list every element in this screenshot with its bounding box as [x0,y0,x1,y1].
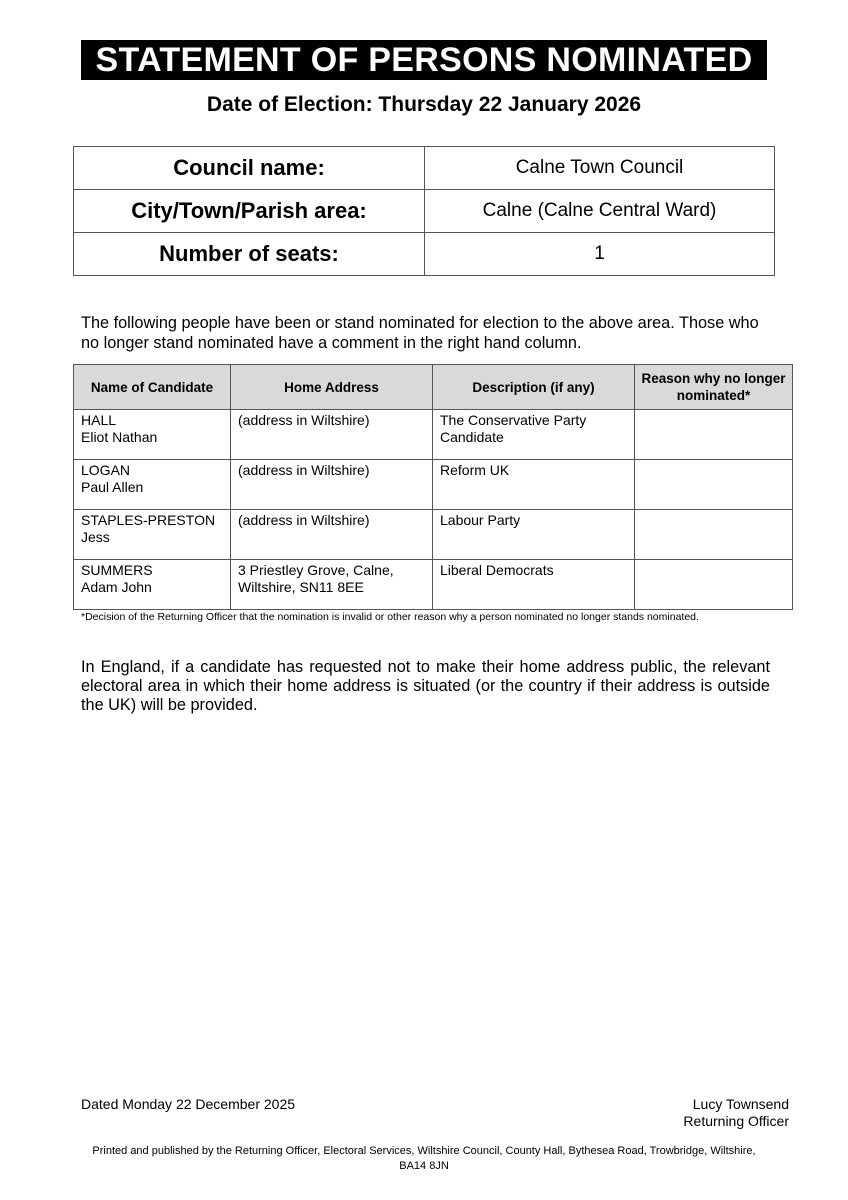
description-line: Candidate [440,429,504,445]
table-row [74,560,793,610]
candidate-surname: SUMMERS [81,562,153,578]
summary-label: Council name: [74,147,425,190]
candidate-forenames: Paul Allen [81,479,144,495]
candidate-surname: STAPLES-PRESTON [81,512,216,528]
address-note: In England, if a candidate has requested not to make their home address public, the relevant electoral area in which their home address is situated (or the country if their address is outside the UK) will be provided. [81,658,770,714]
summary-row-seats [74,233,775,276]
imprint-line: Printed and published by the Returning Officer, Electoral Services, Wiltshire Council, County Hall, Bythesea Road, Trowbridge, Wiltshire, [92,1145,756,1157]
table-row [74,510,793,560]
candidate-surname: LOGAN [81,462,131,478]
summary-value: Calne (Calne Central Ward) [425,190,775,233]
candidate-reason [635,510,793,560]
column-header-name: Name of Candidate [74,365,231,410]
description-line: Liberal Democrats [440,562,554,578]
imprint-line: BA14 8JN [399,1160,449,1172]
table-row [74,460,793,510]
address-line: (address in Wiltshire) [238,462,370,478]
candidate-name [74,560,231,610]
officer-name: Lucy Townsend [692,1096,789,1112]
summary-value: 1 [425,233,775,276]
imprint [60,1144,788,1174]
candidate-address [231,410,433,460]
dated-line: Dated Monday 22 December 2025 [81,1096,296,1112]
table-header-row [74,365,793,410]
address-line: Wiltshire, SN11 8EE [238,579,364,595]
description-line: The Conservative Party [440,412,587,428]
footnote: *Decision of the Returning Officer that the nomination is invalid or other reason why a person nominated no longer stands nominated. [81,611,699,623]
table-row [74,410,793,460]
candidates-table [73,364,793,610]
description-line: Reform UK [440,462,510,478]
candidate-address [231,460,433,510]
candidate-name [74,460,231,510]
summary-label: Number of seats: [74,233,425,276]
candidate-reason [635,460,793,510]
candidate-reason [635,410,793,460]
summary-value: Calne Town Council [425,147,775,190]
address-line: (address in Wiltshire) [238,412,370,428]
address-line: (address in Wiltshire) [238,512,370,528]
candidate-name [74,510,231,560]
description-line: Labour Party [440,512,521,528]
candidate-forenames: Jess [81,529,110,545]
candidate-surname: HALL [81,412,117,428]
column-header-address: Home Address [231,365,433,410]
candidate-description [433,510,635,560]
candidate-forenames: Eliot Nathan [81,429,158,445]
column-header-reason: Reason why no longer nominated* [635,365,793,410]
candidate-name [74,410,231,460]
candidate-description [433,410,635,460]
document-title: STATEMENT OF PERSONS NOMINATED [81,40,767,80]
summary-row-area [74,190,775,233]
intro-paragraph: The following people have been or stand nominated for election to the above area. Those who no longer stand nominated have a comment in the right hand column. [81,314,759,352]
candidate-forenames: Adam John [81,579,152,595]
summary-label: City/Town/Parish area: [74,190,425,233]
column-header-description: Description (if any) [433,365,635,410]
candidate-description [433,460,635,510]
election-date: Date of Election: Thursday 22 January 2026 [206,93,642,116]
signatory-block [683,1096,789,1130]
candidate-address [231,510,433,560]
candidate-address [231,560,433,610]
summary-table [73,146,775,276]
candidate-description [433,560,635,610]
summary-row-council [74,147,775,190]
address-line: 3 Priestley Grove, Calne, [238,562,394,578]
officer-title: Returning Officer [683,1113,789,1129]
candidate-reason [635,560,793,610]
